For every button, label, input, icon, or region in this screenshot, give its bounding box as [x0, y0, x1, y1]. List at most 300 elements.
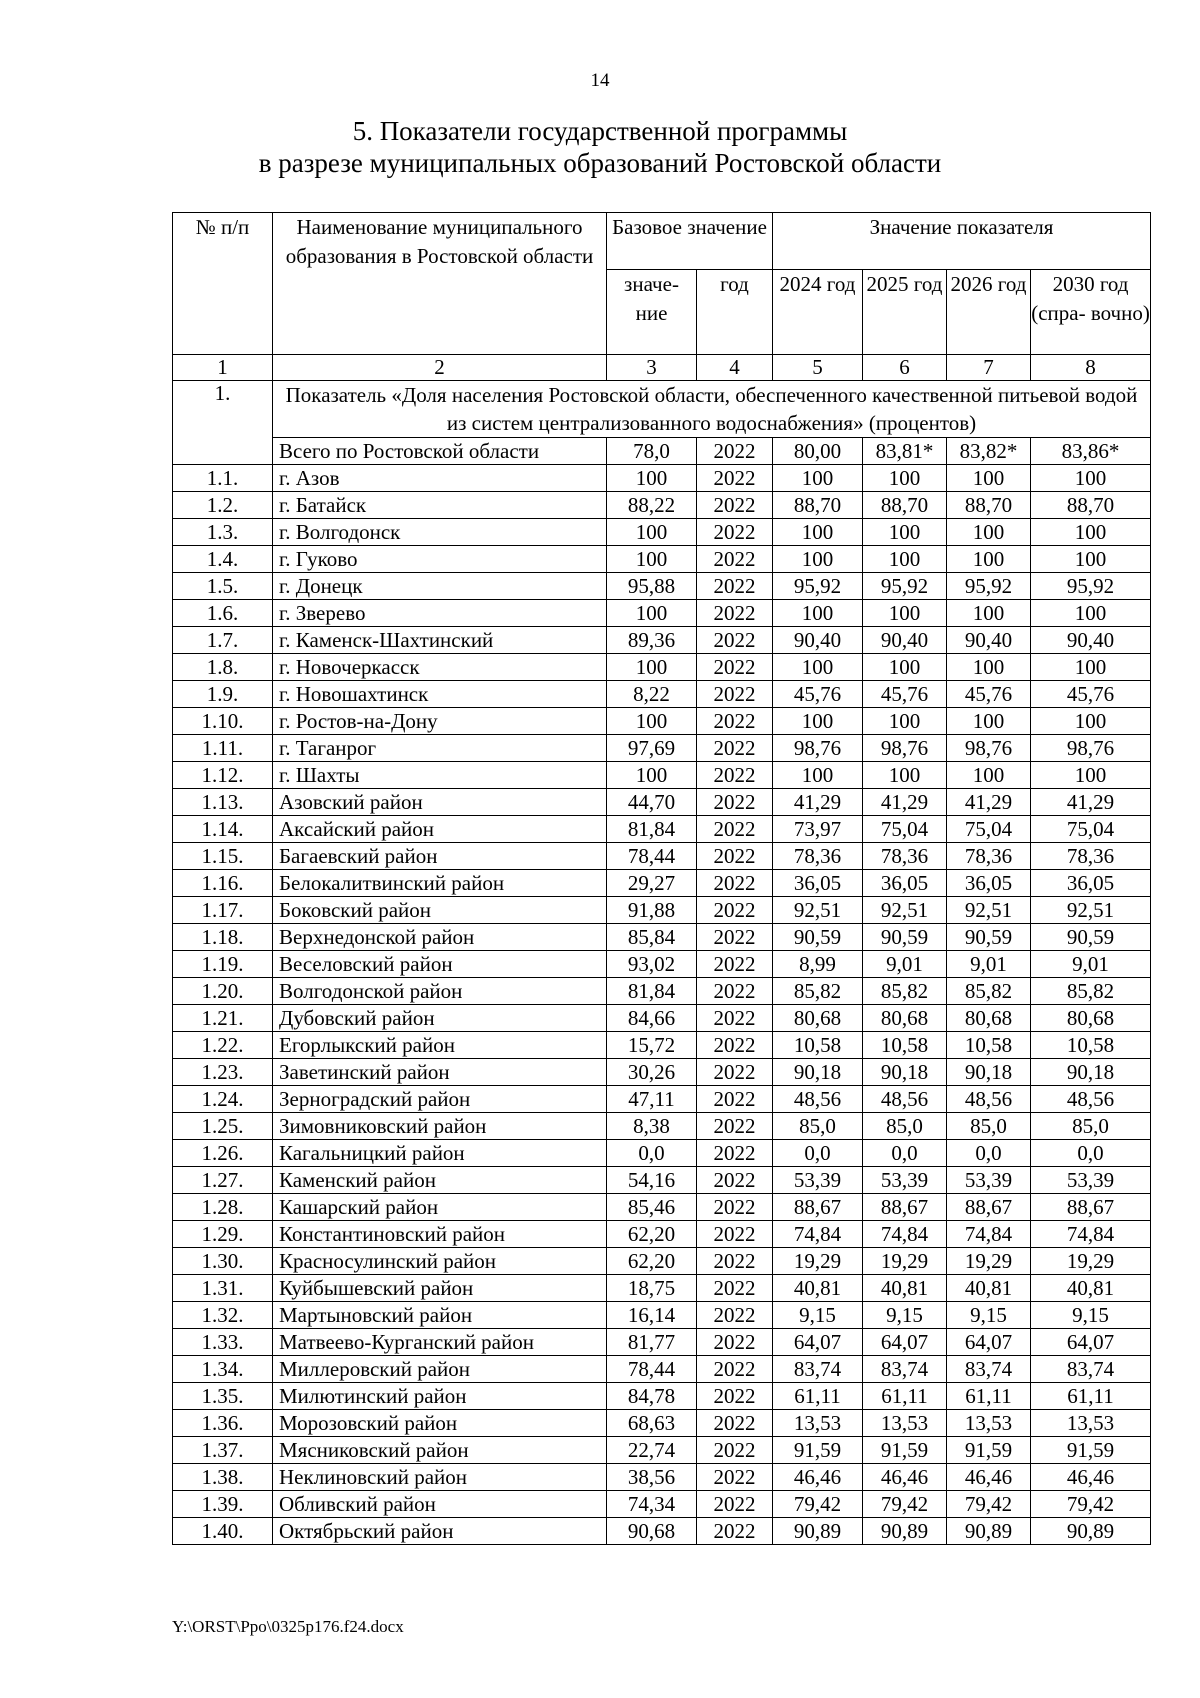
row-base-year: 2022 — [697, 546, 773, 573]
row-2025: 10,58 — [863, 1032, 947, 1059]
row-2025: 80,68 — [863, 1005, 947, 1032]
row-2025: 95,92 — [863, 573, 947, 600]
row-base-year: 2022 — [697, 816, 773, 843]
title-line-1: 5. Показатели государственной программы — [352, 116, 848, 146]
row-name: г. Донецк — [273, 573, 607, 600]
row-name: Октябрьский район — [273, 1518, 607, 1545]
row-name: Азовский район — [273, 789, 607, 816]
row-name: Белокалитвинский район — [273, 870, 607, 897]
row-num: 1.24. — [173, 1086, 273, 1113]
row-2024: 36,05 — [773, 870, 863, 897]
table-row — [173, 1167, 1151, 1194]
row-2025: 88,67 — [863, 1194, 947, 1221]
row-2030: 100 — [1031, 762, 1151, 789]
row-2024: 100 — [773, 465, 863, 492]
row-2024: 100 — [773, 762, 863, 789]
total-name: Всего по Ростовской области — [273, 438, 607, 465]
row-num: 1.27. — [173, 1167, 273, 1194]
row-num: 1.16. — [173, 870, 273, 897]
row-2025: 53,39 — [863, 1167, 947, 1194]
row-2024: 9,15 — [773, 1302, 863, 1329]
row-2030: 90,89 — [1031, 1518, 1151, 1545]
row-2026: 90,40 — [947, 627, 1031, 654]
row-2030: 64,07 — [1031, 1329, 1151, 1356]
indicators-table — [172, 212, 1151, 1545]
row-base-value: 100 — [607, 600, 697, 627]
row-2025: 100 — [863, 708, 947, 735]
row-2025: 64,07 — [863, 1329, 947, 1356]
row-base-year: 2022 — [697, 870, 773, 897]
row-2025: 45,76 — [863, 681, 947, 708]
row-num: 1.40. — [173, 1518, 273, 1545]
row-2026: 88,67 — [947, 1194, 1031, 1221]
row-2030: 100 — [1031, 708, 1151, 735]
row-name: Красносулинский район — [273, 1248, 607, 1275]
row-num: 1.33. — [173, 1329, 273, 1356]
row-base-value: 84,66 — [607, 1005, 697, 1032]
row-num: 1.39. — [173, 1491, 273, 1518]
row-2024: 10,58 — [773, 1032, 863, 1059]
row-name: Кагальницкий район — [273, 1140, 607, 1167]
row-num: 1.6. — [173, 600, 273, 627]
row-2030: 90,59 — [1031, 924, 1151, 951]
row-base-value: 95,88 — [607, 573, 697, 600]
indicator-num: 1. — [173, 381, 273, 465]
row-2026: 0,0 — [947, 1140, 1031, 1167]
row-base-value: 81,77 — [607, 1329, 697, 1356]
row-2030: 78,36 — [1031, 843, 1151, 870]
row-2030: 91,59 — [1031, 1437, 1151, 1464]
row-base-value: 18,75 — [607, 1275, 697, 1302]
indicator-row — [173, 381, 1151, 438]
table-row — [173, 519, 1151, 546]
row-base-year: 2022 — [697, 951, 773, 978]
row-2024: 100 — [773, 654, 863, 681]
row-base-year: 2022 — [697, 735, 773, 762]
table-row — [173, 654, 1151, 681]
indicator-text: Показатель «Доля населения Ростовской области, обеспеченного качественной питьевой водой из систем централизованного водоснабжения» (процентов) — [273, 381, 1151, 438]
row-name: Дубовский район — [273, 1005, 607, 1032]
table-row — [173, 1437, 1151, 1464]
table-row — [173, 1221, 1151, 1248]
row-2026: 91,59 — [947, 1437, 1031, 1464]
row-base-value: 47,11 — [607, 1086, 697, 1113]
row-base-value: 8,38 — [607, 1113, 697, 1140]
row-2026: 61,11 — [947, 1383, 1031, 1410]
row-name: г. Азов — [273, 465, 607, 492]
row-2024: 100 — [773, 600, 863, 627]
row-2025: 90,59 — [863, 924, 947, 951]
row-num: 1.22. — [173, 1032, 273, 1059]
page-number: 14 — [590, 70, 610, 91]
row-num: 1.35. — [173, 1383, 273, 1410]
row-2026: 100 — [947, 708, 1031, 735]
row-2030: 53,39 — [1031, 1167, 1151, 1194]
row-name: Аксайский район — [273, 816, 607, 843]
row-2026: 100 — [947, 546, 1031, 573]
row-2025: 100 — [863, 654, 947, 681]
row-2030: 46,46 — [1031, 1464, 1151, 1491]
row-2024: 46,46 — [773, 1464, 863, 1491]
row-2025: 98,76 — [863, 735, 947, 762]
row-2025: 74,84 — [863, 1221, 947, 1248]
row-2024: 48,56 — [773, 1086, 863, 1113]
row-2025: 46,46 — [863, 1464, 947, 1491]
row-2030: 61,11 — [1031, 1383, 1151, 1410]
row-2025: 83,74 — [863, 1356, 947, 1383]
row-2025: 90,18 — [863, 1059, 947, 1086]
row-name: Веселовский район — [273, 951, 607, 978]
row-num: 1.34. — [173, 1356, 273, 1383]
row-2026: 9,01 — [947, 951, 1031, 978]
table-row — [173, 978, 1151, 1005]
table-row — [173, 1518, 1151, 1545]
row-base-value: 97,69 — [607, 735, 697, 762]
row-num: 1.28. — [173, 1194, 273, 1221]
row-2025: 90,40 — [863, 627, 947, 654]
row-base-year: 2022 — [697, 708, 773, 735]
row-2026: 95,92 — [947, 573, 1031, 600]
row-2030: 100 — [1031, 654, 1151, 681]
row-num: 1.10. — [173, 708, 273, 735]
row-2026: 13,53 — [947, 1410, 1031, 1437]
table-row — [173, 762, 1151, 789]
row-name: Мартыновский район — [273, 1302, 607, 1329]
row-base-value: 44,70 — [607, 789, 697, 816]
row-name: Каменский район — [273, 1167, 607, 1194]
row-name: Милютинский район — [273, 1383, 607, 1410]
table-row — [173, 1086, 1151, 1113]
row-2025: 100 — [863, 762, 947, 789]
row-2030: 85,82 — [1031, 978, 1151, 1005]
table-row — [173, 816, 1151, 843]
row-2030: 85,0 — [1031, 1113, 1151, 1140]
row-2026: 64,07 — [947, 1329, 1031, 1356]
page-title — [0, 115, 1200, 179]
row-name: Зимовниковский район — [273, 1113, 607, 1140]
table-row — [173, 735, 1151, 762]
row-name: г. Зверево — [273, 600, 607, 627]
row-base-value: 16,14 — [607, 1302, 697, 1329]
row-2026: 75,04 — [947, 816, 1031, 843]
row-base-value: 100 — [607, 546, 697, 573]
row-base-year: 2022 — [697, 1464, 773, 1491]
row-base-year: 2022 — [697, 789, 773, 816]
table-row — [173, 924, 1151, 951]
row-2030: 100 — [1031, 600, 1151, 627]
total-2030: 83,86* — [1031, 438, 1151, 465]
row-base-year: 2022 — [697, 573, 773, 600]
row-base-year: 2022 — [697, 897, 773, 924]
table-row — [173, 681, 1151, 708]
row-name: Егорлыкский район — [273, 1032, 607, 1059]
row-2026: 10,58 — [947, 1032, 1031, 1059]
row-num: 1.9. — [173, 681, 273, 708]
row-2026: 36,05 — [947, 870, 1031, 897]
row-2024: 100 — [773, 546, 863, 573]
row-num: 1.4. — [173, 546, 273, 573]
row-2024: 80,68 — [773, 1005, 863, 1032]
table-row — [173, 1005, 1151, 1032]
table-row — [173, 1059, 1151, 1086]
row-name: Зерноградский район — [273, 1086, 607, 1113]
row-2026: 83,74 — [947, 1356, 1031, 1383]
row-base-value: 100 — [607, 519, 697, 546]
row-base-value: 90,68 — [607, 1518, 697, 1545]
row-2026: 90,18 — [947, 1059, 1031, 1086]
row-2026: 74,84 — [947, 1221, 1031, 1248]
row-name: г. Новошахтинск — [273, 681, 607, 708]
row-2030: 100 — [1031, 519, 1151, 546]
row-2030: 75,04 — [1031, 816, 1151, 843]
row-name: Морозовский район — [273, 1410, 607, 1437]
row-2025: 61,11 — [863, 1383, 947, 1410]
row-2026: 40,81 — [947, 1275, 1031, 1302]
row-num: 1.18. — [173, 924, 273, 951]
row-2026: 100 — [947, 600, 1031, 627]
table-row — [173, 1329, 1151, 1356]
row-num: 1.38. — [173, 1464, 273, 1491]
column-number: 8 — [1031, 355, 1151, 381]
row-base-value: 29,27 — [607, 870, 697, 897]
table-row — [173, 600, 1151, 627]
row-name: Константиновский район — [273, 1221, 607, 1248]
row-base-value: 100 — [607, 708, 697, 735]
table-row — [173, 546, 1151, 573]
header-name: Наименование муниципального образования в Ростовской области — [273, 213, 607, 355]
row-2026: 85,0 — [947, 1113, 1031, 1140]
row-base-value: 89,36 — [607, 627, 697, 654]
row-name: Заветинский район — [273, 1059, 607, 1086]
row-base-value: 81,84 — [607, 978, 697, 1005]
row-2024: 61,11 — [773, 1383, 863, 1410]
column-number: 6 — [863, 355, 947, 381]
row-base-value: 22,74 — [607, 1437, 697, 1464]
row-base-year: 2022 — [697, 1437, 773, 1464]
row-2024: 88,70 — [773, 492, 863, 519]
row-2026: 90,89 — [947, 1518, 1031, 1545]
row-2025: 19,29 — [863, 1248, 947, 1275]
row-base-value: 100 — [607, 762, 697, 789]
row-2025: 78,36 — [863, 843, 947, 870]
row-num: 1.29. — [173, 1221, 273, 1248]
row-2024: 100 — [773, 708, 863, 735]
row-2030: 83,74 — [1031, 1356, 1151, 1383]
row-base-value: 88,22 — [607, 492, 697, 519]
row-2025: 41,29 — [863, 789, 947, 816]
row-2030: 79,42 — [1031, 1491, 1151, 1518]
header-year-2025: 2025 год — [863, 270, 947, 355]
total-2025: 83,81* — [863, 438, 947, 465]
table-row — [173, 1464, 1151, 1491]
row-base-value: 74,34 — [607, 1491, 697, 1518]
row-name: г. Шахты — [273, 762, 607, 789]
row-base-value: 38,56 — [607, 1464, 697, 1491]
row-2024: 92,51 — [773, 897, 863, 924]
row-2030: 40,81 — [1031, 1275, 1151, 1302]
row-base-year: 2022 — [697, 1221, 773, 1248]
row-2024: 83,74 — [773, 1356, 863, 1383]
table-row — [173, 1248, 1151, 1275]
row-base-year: 2022 — [697, 1059, 773, 1086]
row-2030: 0,0 — [1031, 1140, 1151, 1167]
row-base-year: 2022 — [697, 1302, 773, 1329]
row-base-year: 2022 — [697, 978, 773, 1005]
row-2024: 95,92 — [773, 573, 863, 600]
row-name: Куйбышевский район — [273, 1275, 607, 1302]
row-num: 1.2. — [173, 492, 273, 519]
row-name: г. Таганрог — [273, 735, 607, 762]
row-name: Боковский район — [273, 897, 607, 924]
row-base-value: 68,63 — [607, 1410, 697, 1437]
row-2026: 98,76 — [947, 735, 1031, 762]
row-2025: 100 — [863, 519, 947, 546]
row-2025: 85,82 — [863, 978, 947, 1005]
row-2024: 45,76 — [773, 681, 863, 708]
table-row — [173, 1113, 1151, 1140]
table-row — [173, 951, 1151, 978]
row-num: 1.12. — [173, 762, 273, 789]
row-2024: 90,40 — [773, 627, 863, 654]
row-base-year: 2022 — [697, 1248, 773, 1275]
row-2024: 64,07 — [773, 1329, 863, 1356]
row-2030: 41,29 — [1031, 789, 1151, 816]
header-base: Базовое значение — [607, 213, 773, 270]
row-base-value: 78,44 — [607, 843, 697, 870]
table-row — [173, 1302, 1151, 1329]
row-2026: 45,76 — [947, 681, 1031, 708]
row-2025: 88,70 — [863, 492, 947, 519]
row-base-value: 100 — [607, 654, 697, 681]
row-base-value: 54,16 — [607, 1167, 697, 1194]
total-2024: 80,00 — [773, 438, 863, 465]
row-2030: 100 — [1031, 546, 1151, 573]
row-2030: 88,70 — [1031, 492, 1151, 519]
row-2024: 73,97 — [773, 816, 863, 843]
row-num: 1.37. — [173, 1437, 273, 1464]
row-name: Волгодонской район — [273, 978, 607, 1005]
column-number: 7 — [947, 355, 1031, 381]
row-2024: 98,76 — [773, 735, 863, 762]
row-2024: 0,0 — [773, 1140, 863, 1167]
row-base-year: 2022 — [697, 1275, 773, 1302]
row-name: г. Ростов-на-Дону — [273, 708, 607, 735]
row-base-value: 62,20 — [607, 1221, 697, 1248]
table-row — [173, 843, 1151, 870]
row-num: 1.31. — [173, 1275, 273, 1302]
column-number: 3 — [607, 355, 697, 381]
table-row — [173, 789, 1151, 816]
row-base-value: 100 — [607, 465, 697, 492]
row-base-year: 2022 — [697, 1491, 773, 1518]
header-year-2026: 2026 год — [947, 270, 1031, 355]
row-base-year: 2022 — [697, 1005, 773, 1032]
row-2024: 8,99 — [773, 951, 863, 978]
row-base-year: 2022 — [697, 1410, 773, 1437]
row-2025: 36,05 — [863, 870, 947, 897]
row-2030: 9,01 — [1031, 951, 1151, 978]
row-base-value: 85,84 — [607, 924, 697, 951]
row-2026: 78,36 — [947, 843, 1031, 870]
row-2030: 19,29 — [1031, 1248, 1151, 1275]
row-2024: 85,0 — [773, 1113, 863, 1140]
row-name: Миллеровский район — [273, 1356, 607, 1383]
row-2024: 40,81 — [773, 1275, 863, 1302]
row-2026: 100 — [947, 654, 1031, 681]
row-base-year: 2022 — [697, 1383, 773, 1410]
row-base-year: 2022 — [697, 1032, 773, 1059]
row-base-year: 2022 — [697, 1113, 773, 1140]
row-2025: 100 — [863, 465, 947, 492]
row-2030: 10,58 — [1031, 1032, 1151, 1059]
row-name: Матвеево-Курганский район — [273, 1329, 607, 1356]
row-2026: 100 — [947, 519, 1031, 546]
row-2025: 90,89 — [863, 1518, 947, 1545]
row-2026: 100 — [947, 465, 1031, 492]
header-num: № п/п — [173, 213, 273, 355]
row-2025: 85,0 — [863, 1113, 947, 1140]
row-base-year: 2022 — [697, 600, 773, 627]
table-row — [173, 708, 1151, 735]
row-name: г. Новочеркасск — [273, 654, 607, 681]
row-2025: 100 — [863, 600, 947, 627]
row-base-value: 84,78 — [607, 1383, 697, 1410]
row-2025: 91,59 — [863, 1437, 947, 1464]
row-base-year: 2022 — [697, 1167, 773, 1194]
row-num: 1.11. — [173, 735, 273, 762]
title-line-2: в разрезе муниципальных образований Ростовской области — [258, 148, 942, 178]
row-base-value: 78,44 — [607, 1356, 697, 1383]
row-2025: 9,01 — [863, 951, 947, 978]
total-base-value: 78,0 — [607, 438, 697, 465]
row-2026: 90,59 — [947, 924, 1031, 951]
row-2026: 92,51 — [947, 897, 1031, 924]
row-num: 1.30. — [173, 1248, 273, 1275]
row-2024: 74,84 — [773, 1221, 863, 1248]
row-num: 1.26. — [173, 1140, 273, 1167]
row-name: Багаевский район — [273, 843, 607, 870]
row-base-value: 81,84 — [607, 816, 697, 843]
row-2026: 79,42 — [947, 1491, 1031, 1518]
table-row — [173, 627, 1151, 654]
row-num: 1.20. — [173, 978, 273, 1005]
row-base-value: 85,46 — [607, 1194, 697, 1221]
header-indicator-value: Значение показателя — [773, 213, 1151, 270]
row-base-year: 2022 — [697, 1356, 773, 1383]
row-2026: 9,15 — [947, 1302, 1031, 1329]
row-num: 1.17. — [173, 897, 273, 924]
row-name: г. Волгодонск — [273, 519, 607, 546]
row-2024: 90,18 — [773, 1059, 863, 1086]
row-num: 1.3. — [173, 519, 273, 546]
row-2026: 88,70 — [947, 492, 1031, 519]
column-number: 4 — [697, 355, 773, 381]
row-2030: 74,84 — [1031, 1221, 1151, 1248]
table-row — [173, 1140, 1151, 1167]
row-2030: 95,92 — [1031, 573, 1151, 600]
row-2030: 48,56 — [1031, 1086, 1151, 1113]
row-num: 1.23. — [173, 1059, 273, 1086]
row-2030: 100 — [1031, 465, 1151, 492]
row-num: 1.8. — [173, 654, 273, 681]
total-2026: 83,82* — [947, 438, 1031, 465]
row-base-value: 91,88 — [607, 897, 697, 924]
row-base-year: 2022 — [697, 1518, 773, 1545]
row-2026: 19,29 — [947, 1248, 1031, 1275]
row-num: 1.15. — [173, 843, 273, 870]
table-row — [173, 492, 1151, 519]
total-base-year: 2022 — [697, 438, 773, 465]
